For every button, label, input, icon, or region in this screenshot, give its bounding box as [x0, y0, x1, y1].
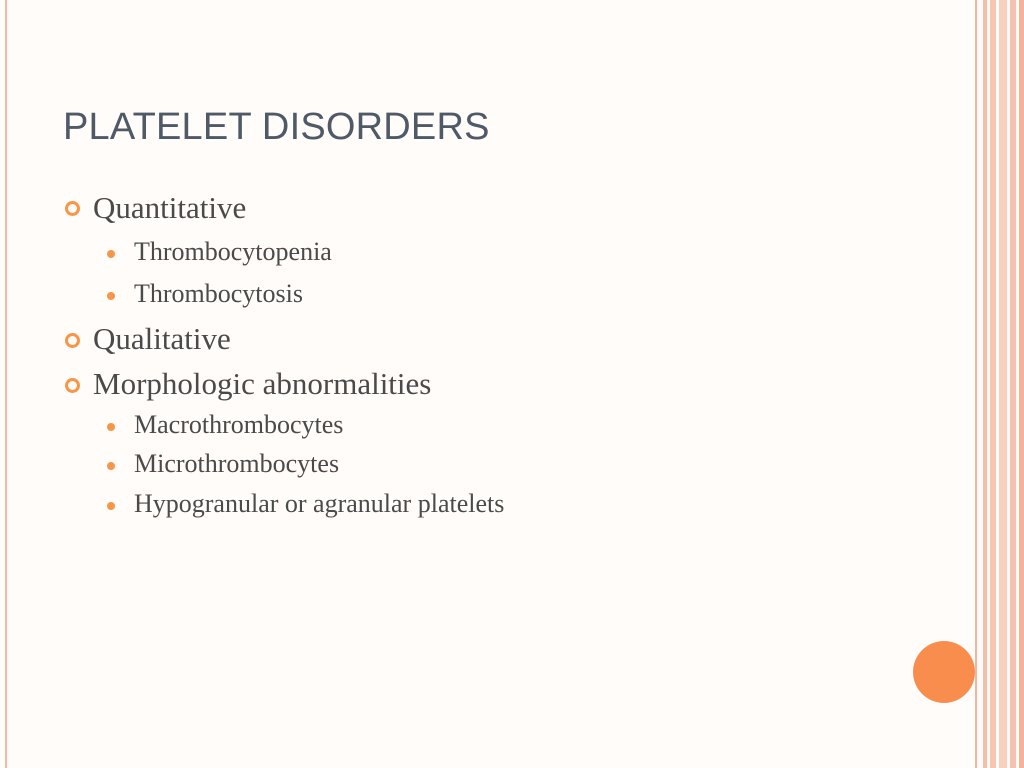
slide-title: PLATELET DISORDERS [63, 106, 490, 148]
right-decorative-stripe [975, 0, 977, 768]
sub-bullet-item: Microthrombocytes [134, 449, 340, 478]
bullet-item: Qualitative [93, 321, 231, 356]
ring-bullet-icon [65, 378, 80, 393]
sub-bullet-item: Thrombocytosis [134, 279, 303, 308]
dot-bullet-icon [107, 462, 115, 470]
dot-bullet-icon [107, 502, 115, 510]
ring-bullet-icon [65, 333, 80, 348]
bullet-item: Quantitative [93, 190, 247, 225]
ring-bullet-icon [65, 201, 80, 216]
sub-bullet-item: Thrombocytopenia [134, 237, 332, 266]
right-decorative-stripe [1010, 0, 1016, 768]
bullet-item: Morphologic abnormalities [93, 366, 432, 401]
sub-bullet-item: Macrothrombocytes [134, 410, 344, 439]
dot-bullet-icon [107, 423, 115, 431]
right-decorative-stripe [990, 0, 996, 768]
dot-bullet-icon [107, 250, 115, 258]
dot-bullet-icon [107, 292, 115, 300]
sub-bullet-item: Hypogranular or agranular platelets [134, 489, 505, 518]
right-decorative-stripe [983, 0, 987, 768]
right-decorative-stripe [999, 0, 1007, 768]
right-decorative-stripe [1019, 0, 1024, 768]
decorative-circle [913, 641, 975, 703]
